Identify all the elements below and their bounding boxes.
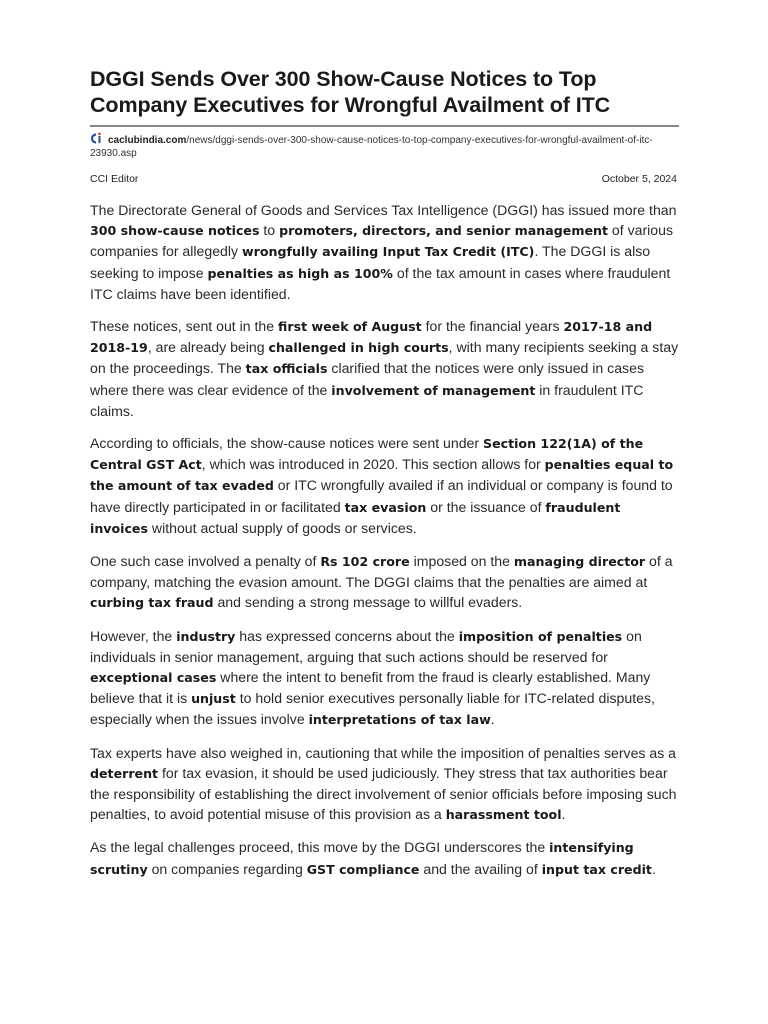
text-run: The Directorate General of Goods and Services Tax Intelligence (DGGI) has issued more than bbox=[90, 202, 677, 218]
bold-phrase: Section 122(1A) of the Central GST Act bbox=[90, 436, 644, 473]
text-run: As the legal challenges proceed, this move by the DGGI underscores the bbox=[90, 839, 550, 856]
text-run: on companies regarding bbox=[147, 860, 307, 877]
text-run: , which was introduced in 2020. This section allows for bbox=[201, 456, 545, 473]
text-run: to hold senior executives personally liable for ITC-related disputes, especially when the issues involve bbox=[90, 690, 655, 728]
source-url[interactable] bbox=[90, 132, 679, 160]
text-run: for the financial years bbox=[421, 318, 564, 335]
article-paragraph bbox=[90, 837, 680, 879]
bold-phrase: 2017-18 and 2018-19 bbox=[90, 319, 653, 356]
text-run: has expressed concerns about the bbox=[235, 627, 459, 644]
source-domain: caclubindia.com bbox=[108, 135, 187, 146]
bold-phrase: wrongfully availing Input Tax Credit (ITC) bbox=[241, 244, 535, 260]
text-run: These notices, sent out in the bbox=[90, 318, 279, 335]
text-run: in fraudulent ITC claims. bbox=[90, 381, 644, 419]
text-run: , with many recipients seeking a stay on the proceedings. The bbox=[90, 339, 679, 377]
bold-phrase: Rs 102 crore bbox=[320, 554, 410, 570]
bold-phrase: GST compliance bbox=[306, 861, 420, 877]
text-run: . bbox=[651, 860, 656, 877]
text-run: without actual supply of goods or services. bbox=[147, 519, 417, 536]
article-meta bbox=[90, 173, 677, 185]
publish-date: October 5, 2024 bbox=[601, 173, 677, 185]
text-run: According to officials, the show-cause notices were sent under bbox=[90, 435, 484, 452]
bold-phrase: industry bbox=[176, 628, 236, 644]
bold-phrase: interpretations of tax law bbox=[308, 712, 491, 728]
bold-phrase: intensifying scrutiny bbox=[90, 840, 634, 877]
bold-phrase: penalties equal to the amount of tax evaded bbox=[90, 457, 674, 494]
text-run: of a company, matching the evasion amount. The DGGI claims that the penalties are aimed at bbox=[90, 553, 673, 591]
bold-phrase: curbing tax fraud bbox=[90, 595, 214, 611]
text-run: or the issuance of bbox=[426, 498, 546, 515]
article-paragraph bbox=[90, 316, 680, 421]
bold-phrase: 300 show-cause notices bbox=[90, 223, 260, 239]
bold-phrase: unjust bbox=[191, 691, 236, 707]
bold-phrase: challenged in high courts bbox=[268, 340, 449, 356]
text-run: or ITC wrongfully availed if an individual or company is found to have directly participated in or facilitated bbox=[90, 477, 673, 515]
cci-logo-icon bbox=[90, 132, 104, 145]
article-paragraph bbox=[90, 551, 680, 614]
author: CCI Editor bbox=[90, 173, 139, 185]
text-run: One such case involved a penalty of bbox=[90, 553, 321, 570]
source-path: /news/dggi-sends-over-300-show-cause-notices-to-top-company-executives-for-wrongful-availment-of-itc-23930.asp bbox=[90, 135, 653, 159]
text-run: of the tax amount in cases where fraudulent ITC claims have been identified. bbox=[90, 264, 671, 302]
text-run: , are already being bbox=[147, 339, 269, 356]
article-paragraph bbox=[90, 626, 680, 731]
bold-phrase: tax officials bbox=[245, 361, 328, 377]
bold-phrase: managing director bbox=[513, 554, 646, 570]
bold-phrase: fraudulent invoices bbox=[90, 499, 621, 536]
bold-phrase: penalties as high as 100% bbox=[207, 265, 393, 281]
bold-phrase: tax evasion bbox=[344, 499, 427, 515]
bold-phrase: deterrent bbox=[90, 765, 159, 781]
article-paragraph bbox=[90, 200, 680, 304]
bold-phrase: imposition of penalties bbox=[458, 628, 623, 644]
article-title: DGGI Sends Over 300 Show-Cause Notices to Top Company Executives for Wrongful Availment of ITC bbox=[90, 67, 611, 117]
text-run: clarified that the notices were only issued in cases where there was clear evidence of the bbox=[90, 360, 644, 398]
text-run: to bbox=[259, 222, 280, 239]
bold-phrase: involvement of management bbox=[331, 382, 536, 398]
title-divider bbox=[90, 125, 679, 127]
text-run: However, the bbox=[90, 627, 177, 644]
text-run: . bbox=[490, 711, 495, 728]
text-run: imposed on the bbox=[409, 553, 514, 570]
text-run: of various companies for allegedly bbox=[90, 222, 674, 260]
bold-phrase: first week of August bbox=[278, 319, 422, 335]
bold-phrase: harassment tool bbox=[445, 807, 562, 823]
text-run: and sending a strong message to willful evaders. bbox=[213, 594, 523, 611]
text-run: where the intent to benefit from the fraud is clearly established. Many believe that it is bbox=[90, 669, 651, 707]
text-run: and the availing of bbox=[419, 860, 542, 877]
text-run: . The DGGI is also seeking to impose bbox=[90, 243, 651, 281]
bold-phrase: promoters, directors, and senior management bbox=[279, 223, 608, 239]
text-run: . bbox=[561, 806, 566, 823]
article-body bbox=[90, 200, 680, 880]
text-run: on individuals in senior management, arguing that such actions should be reserved for bbox=[90, 627, 642, 665]
article-paragraph bbox=[90, 433, 680, 539]
text-run: for tax evasion, it should be used judiciously. They stress that tax authorities bear the responsibility of establishing the direct involvement of senior officials before imposing such penalties, to avoid potential misuse of this provision as a bbox=[90, 764, 677, 823]
text-run: Tax experts have also weighed in, cautioning that while the imposition of penalties serves as a bbox=[90, 744, 677, 761]
bold-phrase: exceptional cases bbox=[90, 670, 217, 686]
bold-phrase: input tax credit bbox=[541, 861, 652, 877]
article-paragraph bbox=[90, 743, 680, 826]
